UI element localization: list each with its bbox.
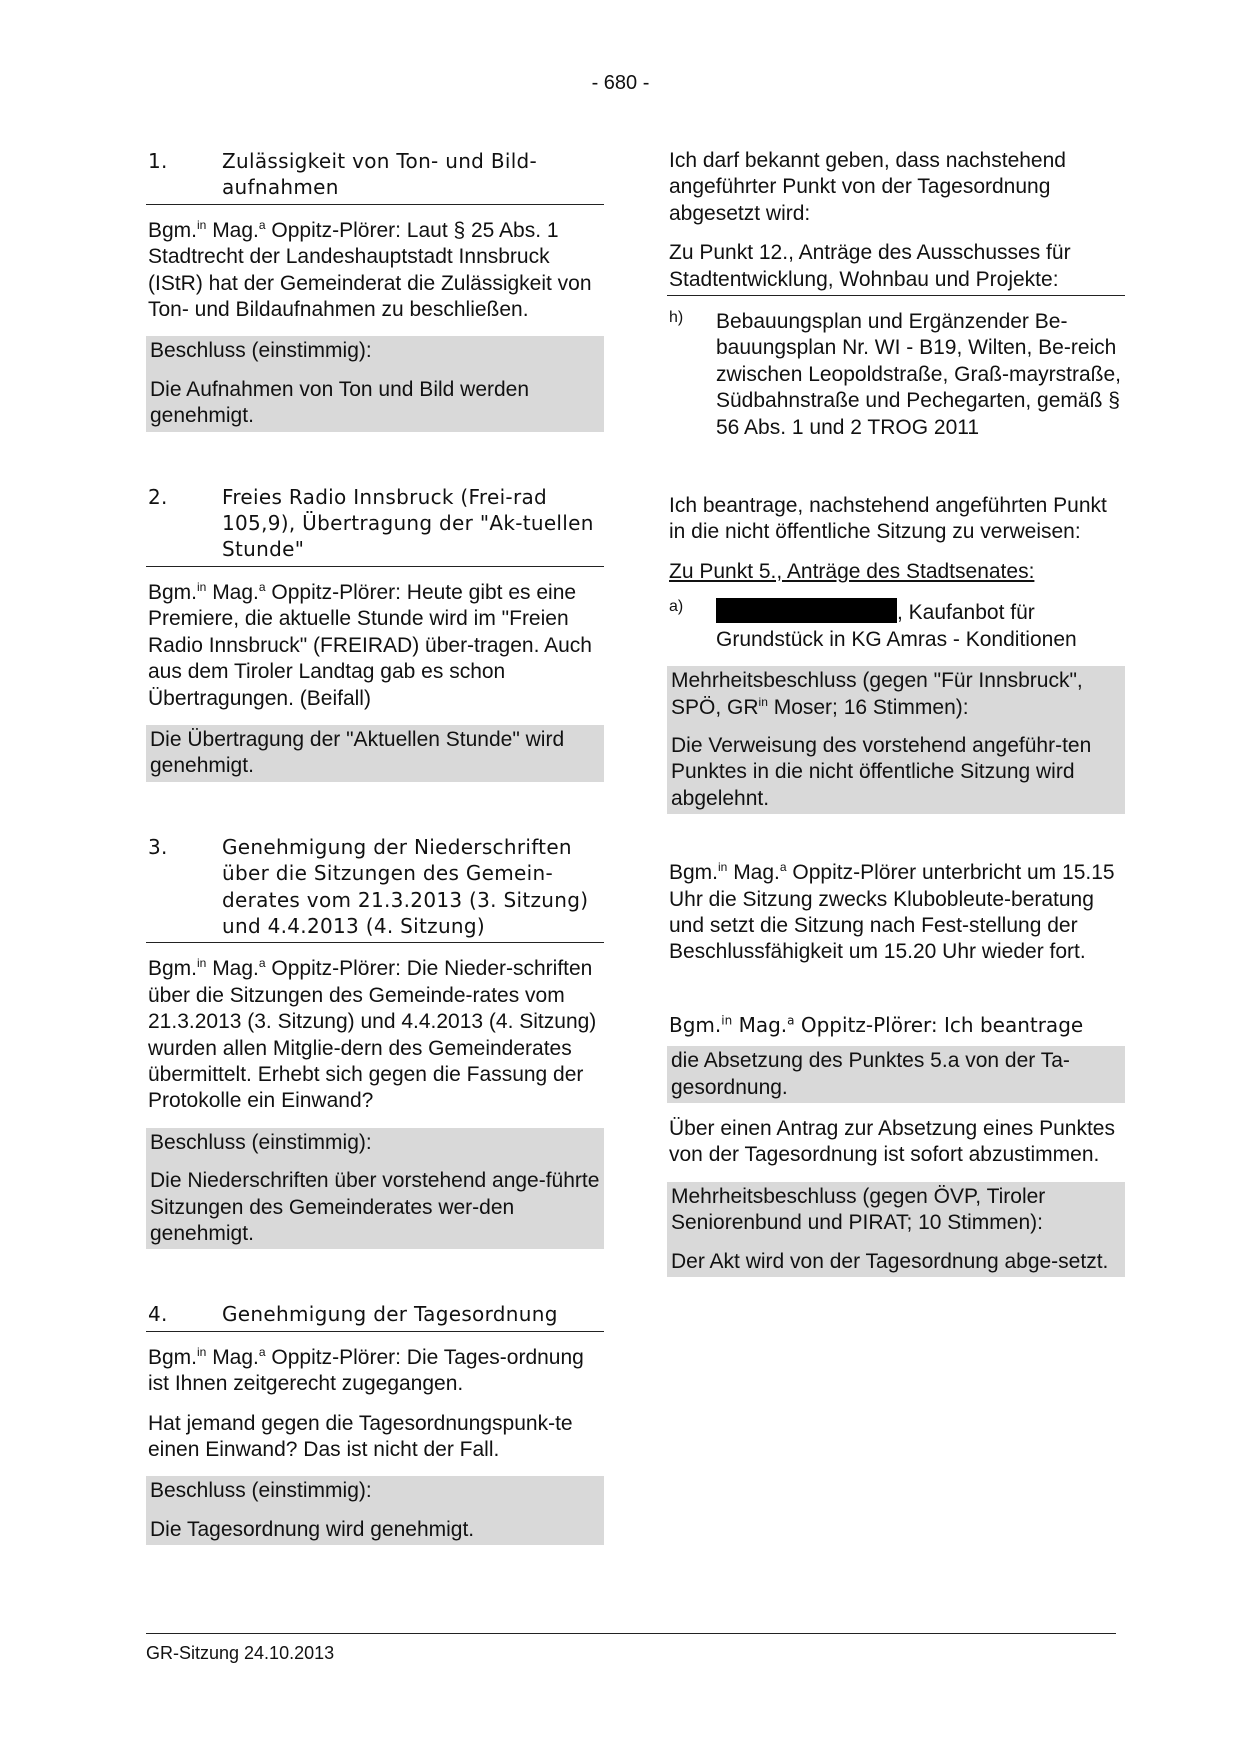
section-title: Zulässigkeit von Ton- und Bild-aufnahmen [222,149,538,200]
majority-decision-1 [667,666,1125,814]
section-1-heading [146,148,604,205]
request-2-grey-text: die Absetzung des Punktes 5.a von der Ta-gesordnung. [671,1049,1070,1099]
list-label: h) [669,309,684,327]
list-item-h [667,309,1125,441]
right-column [667,148,1125,1277]
majority-decision-2 [667,1182,1125,1277]
left-column [146,148,604,1545]
section-4-heading [146,1301,604,1331]
section-number: 4. [148,1302,168,1327]
section-4-text-2: Hat jemand gegen die Tagesordnungspunk-te einen Einwand? Das ist nicht der Fall. [148,1411,573,1462]
decision-text: Die Aufnahmen von Ton und Bild werden genehmigt. [150,377,530,428]
punkt-12-heading: Zu Punkt 12., Anträge des Ausschusses für Stadtentwicklung, Wohnbau und Projekte: [667,240,1125,296]
footer [146,1633,1116,1666]
section-3-heading [146,834,604,944]
intro-text: Ich darf bekannt geben, dass nachstehend angeführter Punkt von der Tagesordnung abgesetzt wird: [669,149,1066,225]
section-4-text: Bgm.$^{in}$ Mag.$^a$ Oppitz-Plörer: Die Tages-ordnung ist Ihnen zeitgerecht zugegangen. [148,1344,584,1396]
decision-label: Mehrheitsbeschluss (gegen ÖVP, Tiroler Seniorenbund und PIRAT; 10 Stimmen): [671,1184,1046,1235]
decision-label: Mehrheitsbeschluss (gegen "Für Innsbruck", SPÖ, $GR^{in}$ Moser; 16 Stimmen): [671,669,1083,719]
list-item-a [667,598,1125,653]
section-number: 2. [148,484,168,509]
vote-note: Über einen Antrag zur Absetzung eines Punktes von der Tagesordnung ist sofort abzustimmen. [669,1116,1115,1167]
interruption-text: Bgm.$^{in}$ Mag.$^a$ Oppitz-Plörer unterbricht um 15.15 Uhr die Sitzung zwecks Klubobleute-beratung und setzt die Sitzung nach Fest-stellung der Beschlussfähigkeit um 15.20 Uhr wieder fort. [669,860,1115,964]
section-1-text: Bgm.$^{in}$ Mag.$^a$ Oppitz-Plörer: Laut § 25 Abs. 1 Stadtrecht der Landeshauptstadt Innsbruck (IStR) hat der Gemeinderat die Zulässigkeit von Ton- und Bildaufnahmen zu beschließen. [148,217,592,322]
section-3-text: Bgm.$^{in}$ Mag.$^a$ Oppitz-Plörer: Die Nieder-schriften über die Sitzungen des Gemeinde-rates vom 21.3.2013 (3. Sitzung) und 4.4.2013 (4. Sitzung) wurden allen Mitglie-dern des Gemeinderates übermittelt. Erhebt sich gegen die Fassung der Protokolle ein Einwand? [148,956,597,1113]
section-1-decision [146,336,604,431]
decision-text: Die Niederschriften über vorstehend ange-führte Sitzungen des Gemeinderates wer-den genehmigt. [150,1169,600,1245]
list-text: , Kaufanbot für Grundstück in KG Amras - Konditionen [716,598,1123,653]
decision-label: Beschluss (einstimmig): [150,1479,372,1503]
request-text: Ich beantrage, nachstehend angeführten Punkt in die nicht öffentliche Sitzung zu verweisen: [669,494,1107,544]
section-3-decision [146,1128,604,1250]
decision-label: Beschluss (einstimmig): [150,339,372,363]
decision-text: Der Akt wird von der Tagesordnung abge-setzt. [671,1249,1109,1273]
page-number: - 680 - [591,72,650,94]
section-2-text: Bgm.$^{in}$ Mag.$^a$ Oppitz-Plörer: Heute gibt es eine Premiere, die aktuelle Stunde wird im "Freien Radio Innsbruck" (FREIRAD) über-tragen. Auch aus dem Tiroler Landtag gab es schon Übertragungen. (Beifall) [148,579,592,710]
section-number: 3. [148,834,168,859]
decision-label: Beschluss (einstimmig): [150,1130,372,1154]
section-title: Genehmigung der Tagesordnung [222,1302,558,1327]
section-number: 1. [148,149,168,173]
section-title: Genehmigung der Niederschriften über die Sitzungen des Gemein-derates vom 21.3.2013 (3. Sitzung) und 4.4.2013 (4. Sitzung) [222,834,589,938]
decision-text: Die Tagesordnung wird genehmigt. [150,1517,475,1541]
decision-text: Die Verweisung des vorstehend angeführ-ten Punktes in die nicht öffentliche Sitzung wird abgelehnt. [671,733,1092,810]
section-title: Freies Radio Innsbruck (Frei-rad 105,9), Übertragung der "Ak-tuellen Stunde" [222,484,594,562]
section-4-decision [146,1476,604,1545]
punkt-5-heading: Zu Punkt 5., Anträge des Stadtsenates: [669,559,1035,583]
list-label: a) [669,598,684,616]
request-2-box [667,1046,1125,1103]
request-2-text: Bgm.$^{in}$ Mag.$^a$ Oppitz-Plörer: Ich beantrage [669,1012,1084,1037]
section-2-decision [146,725,604,782]
footer-text: GR-Sitzung 24.10.2013 [146,1643,335,1663]
list-text: Bebauungsplan und Ergänzender Be-bauungsplan Nr. WI - B19, Wilten, Be-reich zwischen Leopoldstraße, Graß-mayrstraße, Südbahnstraße und Pechegarten, gemäß § 56 Abs. 1 und 2 TROG 2011 [716,310,1121,439]
decision-text: Die Übertragung der "Aktuellen Stunde" wird genehmigt. [150,727,565,778]
section-2-heading [146,484,604,567]
redaction-bar [716,598,897,623]
